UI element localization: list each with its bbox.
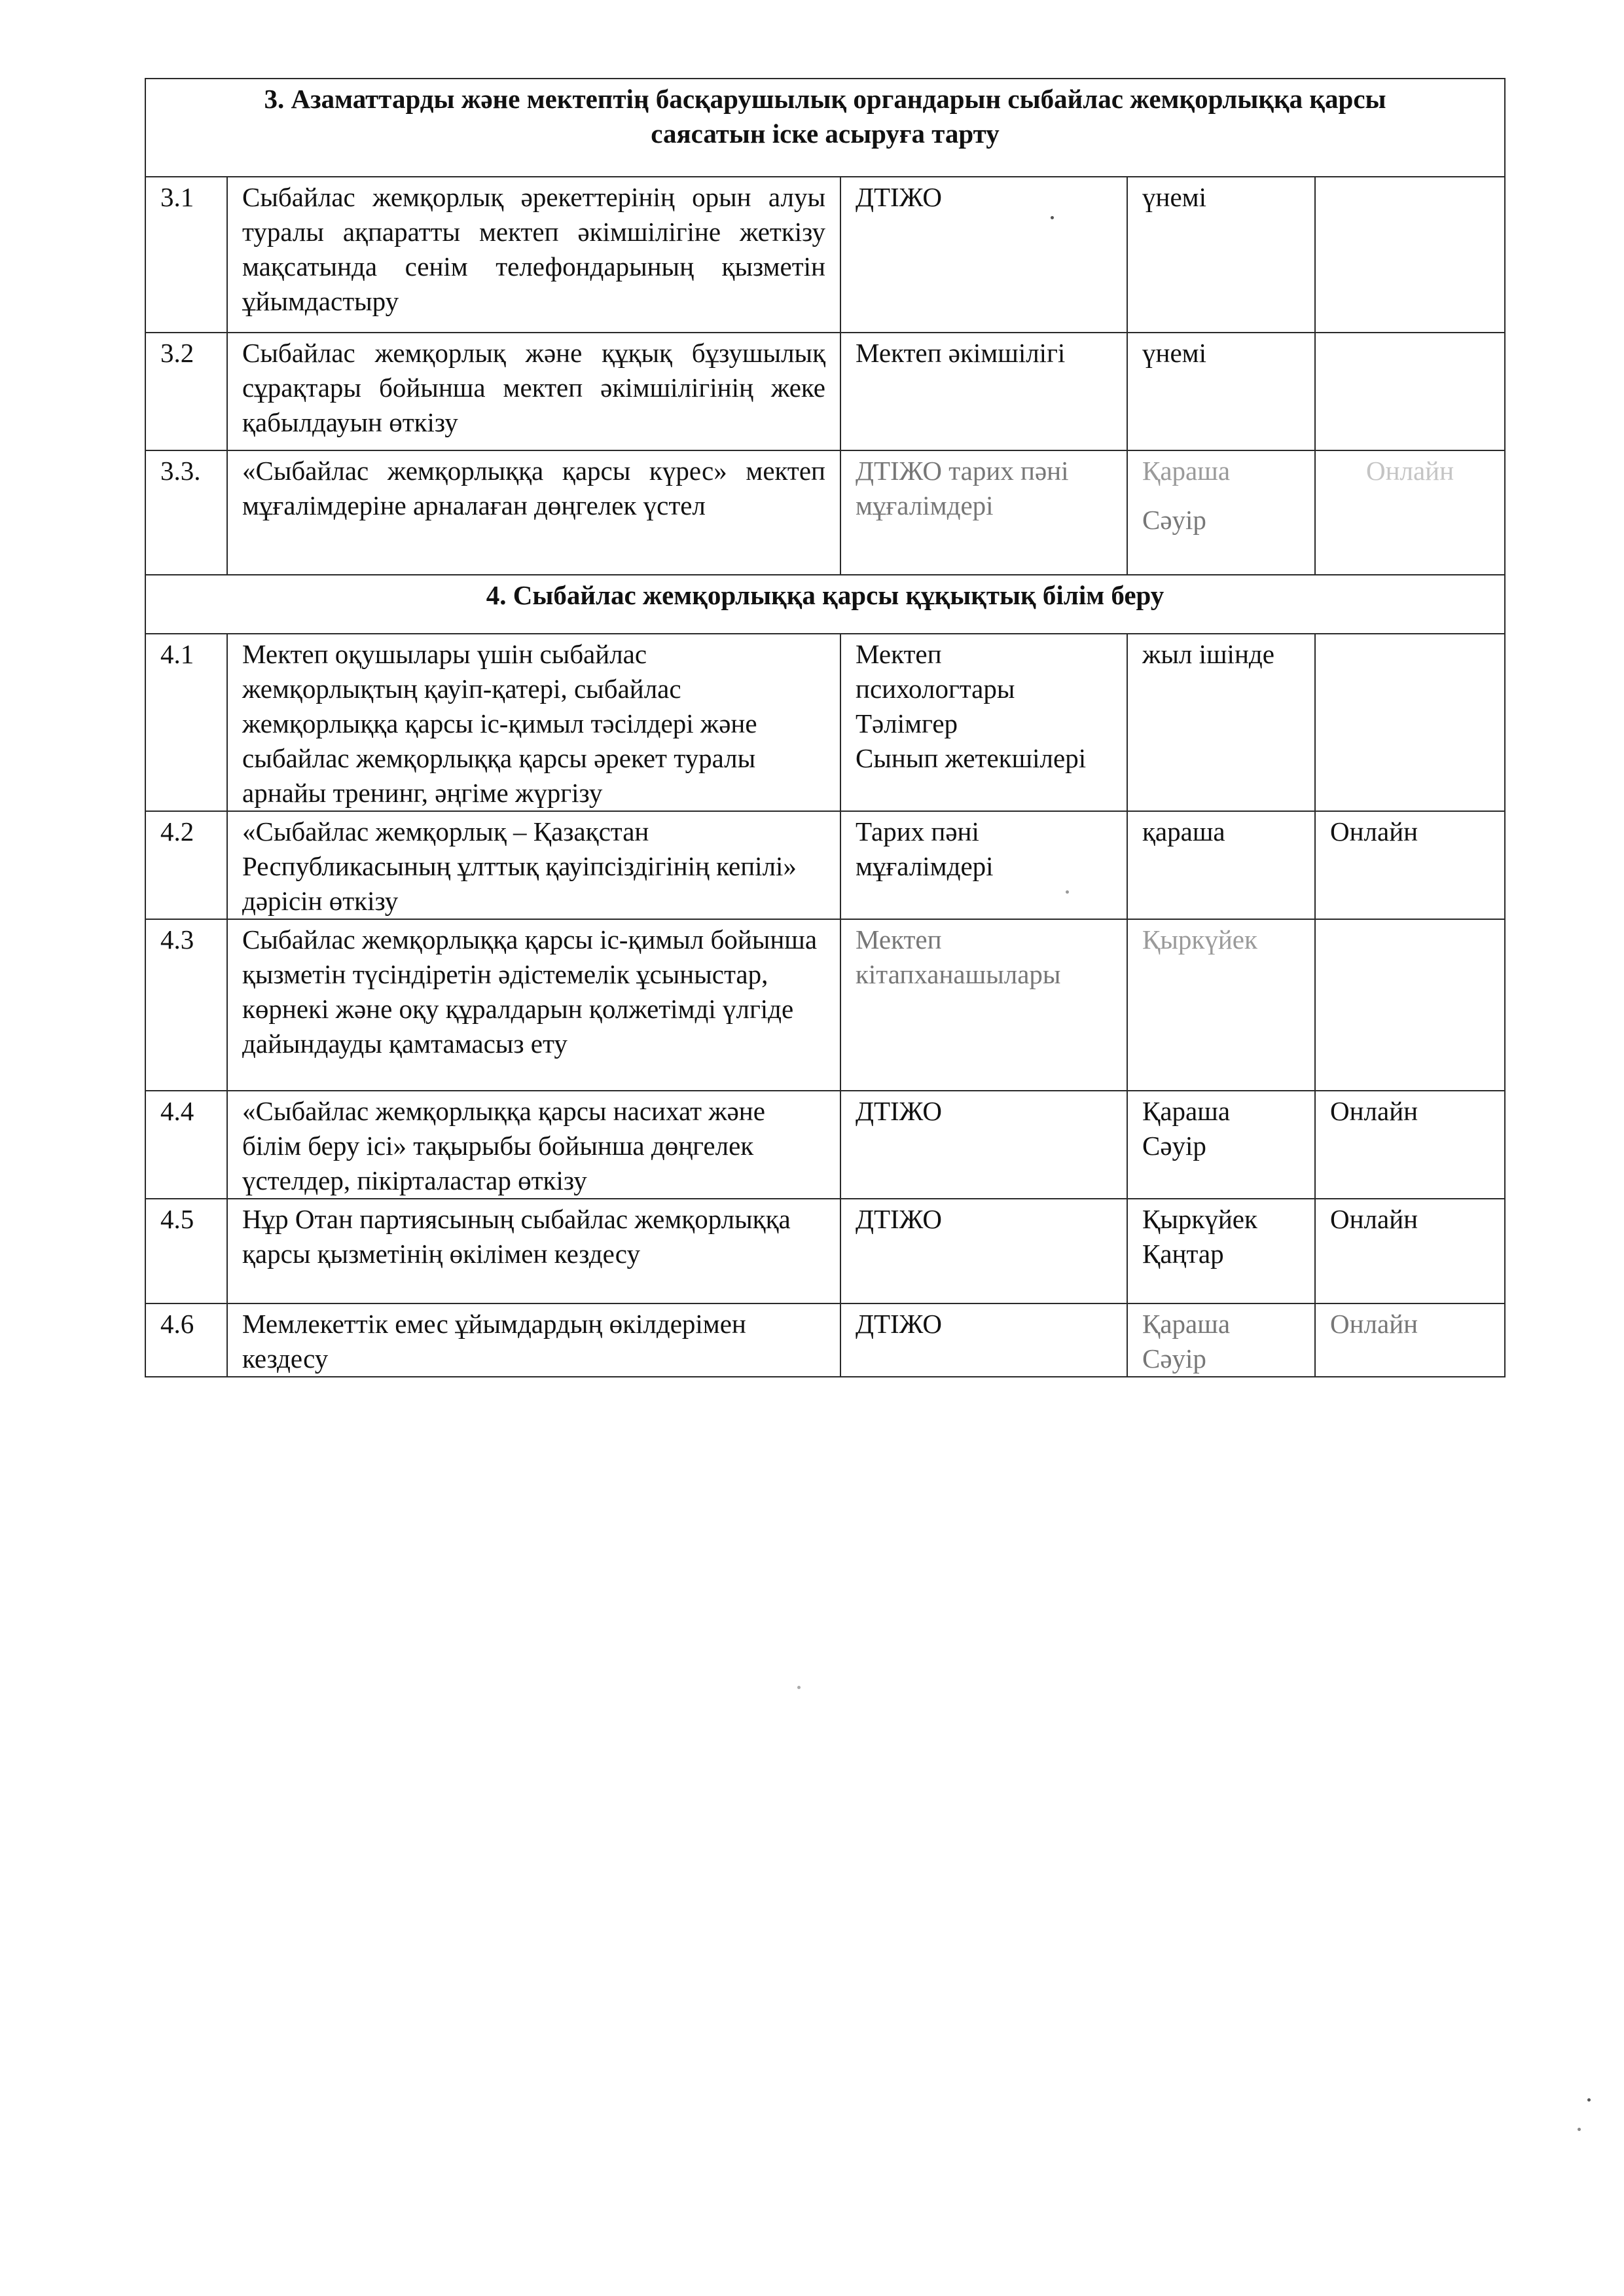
form-cell (1315, 333, 1505, 450)
responsible-line: Тәлімгер (856, 708, 958, 738)
responsible-line: Мектеп (856, 924, 942, 955)
timing-cell (1127, 333, 1315, 450)
row-number: 4.5 (145, 1199, 227, 1303)
section-4-title (145, 575, 1505, 634)
form-cell: Онлайн (1315, 811, 1505, 919)
timing-cell (1127, 450, 1315, 575)
event-description: «Сыбайлас жемқорлыққа қарсы насихат және білім беру ісі» тақырыбы бойынша дөңгелек үстелдер, пікірталастар өткізу (227, 1091, 840, 1199)
event-description: Нұр Отан партиясының сыбайлас жемқорлыққа қарсы қызметінің өкілімен кездесу (227, 1199, 840, 1303)
timing-line: үнемі (1142, 338, 1206, 368)
responsible-line: ДТІЖО тарих пәні (856, 456, 1069, 486)
table-row (145, 333, 1505, 450)
responsible-line: Мектеп (856, 639, 942, 669)
responsible-line: ДТІЖО (856, 1204, 942, 1234)
timing-line: Сәуір (1142, 1131, 1206, 1161)
row-number: 4.2 (145, 811, 227, 919)
section-3-header-row (145, 79, 1505, 177)
responsible-line: Мектеп әкімшілігі (856, 338, 1066, 368)
anti-corruption-plan-table (145, 78, 1506, 1377)
form-cell (1315, 634, 1505, 811)
table-row (145, 811, 1505, 919)
timing-line: қараша (1142, 816, 1225, 847)
table-row (145, 1303, 1505, 1377)
table-row (145, 634, 1505, 811)
scan-speck (1051, 216, 1054, 219)
event-description: Сыбайлас жемқорлық және құқық бұзушылық сұрақтары бойынша мектеп әкімшілігінің жеке қабылдауын өткізу (227, 333, 840, 450)
responsible-line: кітапханашылары (856, 959, 1061, 989)
timing-line: Сәуір (1142, 505, 1206, 535)
form-cell: Онлайн (1315, 450, 1505, 575)
timing-line: Сәуір (1142, 1343, 1206, 1374)
table-row (145, 450, 1505, 575)
row-number: 3.2 (145, 333, 227, 450)
form-cell: Онлайн (1315, 1303, 1505, 1377)
timing-line: Қараша (1142, 1096, 1231, 1126)
responsible-cell (840, 811, 1127, 919)
section-4-header-row (145, 575, 1505, 634)
timing-cell (1127, 634, 1315, 811)
section-3-title-line-2: саясатын іске асыруға тарту (651, 118, 1000, 149)
timing-line: Қараша (1142, 456, 1231, 486)
table-row (145, 919, 1505, 1091)
scan-speck (1587, 2098, 1591, 2102)
timing-line: жыл ішінде (1142, 639, 1274, 669)
row-number: 4.6 (145, 1303, 227, 1377)
section-3-title (145, 79, 1505, 177)
timing-cell (1127, 919, 1315, 1091)
row-number: 3.1 (145, 177, 227, 333)
form-cell: Онлайн (1315, 1091, 1505, 1199)
timing-cell (1127, 177, 1315, 333)
event-description: Сыбайлас жемқорлық әрекеттерінің орын алуы туралы ақпаратты мектеп әкімшілігіне жеткізу мақсатында сенім телефондарының қызметін ұйымдастыру (227, 177, 840, 333)
timing-line: Қыркүйек (1142, 924, 1257, 955)
responsible-cell (840, 177, 1127, 333)
form-cell: Онлайн (1315, 1199, 1505, 1303)
event-description: Мемлекеттік емес ұйымдардың өкілдерімен кездесу (227, 1303, 840, 1377)
timing-line: Қыркүйек (1142, 1204, 1257, 1234)
timing-line: Қараша (1142, 1309, 1231, 1339)
section-4-title-line-1: 4. Сыбайлас жемқорлыққа қарсы құқықтық білім беру (486, 580, 1164, 610)
scan-speck (797, 1686, 801, 1689)
form-cell (1315, 177, 1505, 333)
scan-speck (1066, 890, 1069, 894)
row-number: 3.3. (145, 450, 227, 575)
responsible-cell (840, 450, 1127, 575)
event-description: «Сыбайлас жемқорлық – Қазақстан Республикасының ұлттық қауіпсіздігінің кепілі» дәрісін өткізу (227, 811, 840, 919)
timing-line: үнемі (1142, 182, 1206, 212)
responsible-line: ДТІЖО (856, 1096, 942, 1126)
responsible-line: мұғалімдері (856, 490, 994, 520)
responsible-line: ДТІЖО (856, 182, 942, 212)
table-row (145, 1199, 1505, 1303)
row-number: 4.3 (145, 919, 227, 1091)
responsible-line: ДТІЖО (856, 1309, 942, 1339)
responsible-cell (840, 919, 1127, 1091)
responsible-line: Сынып жетекшілері (856, 743, 1087, 773)
row-number: 4.1 (145, 634, 227, 811)
responsible-cell (840, 1303, 1127, 1377)
table-row (145, 1091, 1505, 1199)
timing-cell (1127, 1199, 1315, 1303)
responsible-cell (840, 1199, 1127, 1303)
timing-line: Қаңтар (1142, 1239, 1224, 1269)
responsible-cell (840, 333, 1127, 450)
event-description: Сыбайлас жемқорлыққа қарсы іс-қимыл бойынша қызметін түсіндіретін әдістемелік ұсыныстар, көрнекі және оқу құралдарын қолжетімді үлгіде дайындауды қамтамасыз ету (227, 919, 840, 1091)
form-cell (1315, 919, 1505, 1091)
responsible-line: мұғалімдері (856, 851, 994, 881)
timing-cell (1127, 811, 1315, 919)
row-number: 4.4 (145, 1091, 227, 1199)
event-description: Мектеп оқушылары үшін сыбайлас жемқорлықтың қауіп-қатері, сыбайлас жемқорлыққа қарсы іс-қимыл тәсілдері және сыбайлас жемқорлыққа қарсы әрекет туралы арнайы тренинг, әңгіме жүргізу (227, 634, 840, 811)
event-description: «Сыбайлас жемқорлыққа қарсы күрес» мектеп мұғалімдеріне арналаған дөңгелек үстел (227, 450, 840, 575)
responsible-cell (840, 1091, 1127, 1199)
responsible-line: Тарих пәні (856, 816, 979, 847)
section-3-title-line-1: 3. Азаматтарды және мектептің басқарушылық органдарын сыбайлас жемқорлыққа қарсы (264, 84, 1386, 114)
table-row (145, 177, 1505, 333)
responsible-cell (840, 634, 1127, 811)
timing-cell (1127, 1303, 1315, 1377)
scan-speck (1578, 2128, 1581, 2131)
timing-cell (1127, 1091, 1315, 1199)
responsible-line: психологтары (856, 674, 1015, 704)
